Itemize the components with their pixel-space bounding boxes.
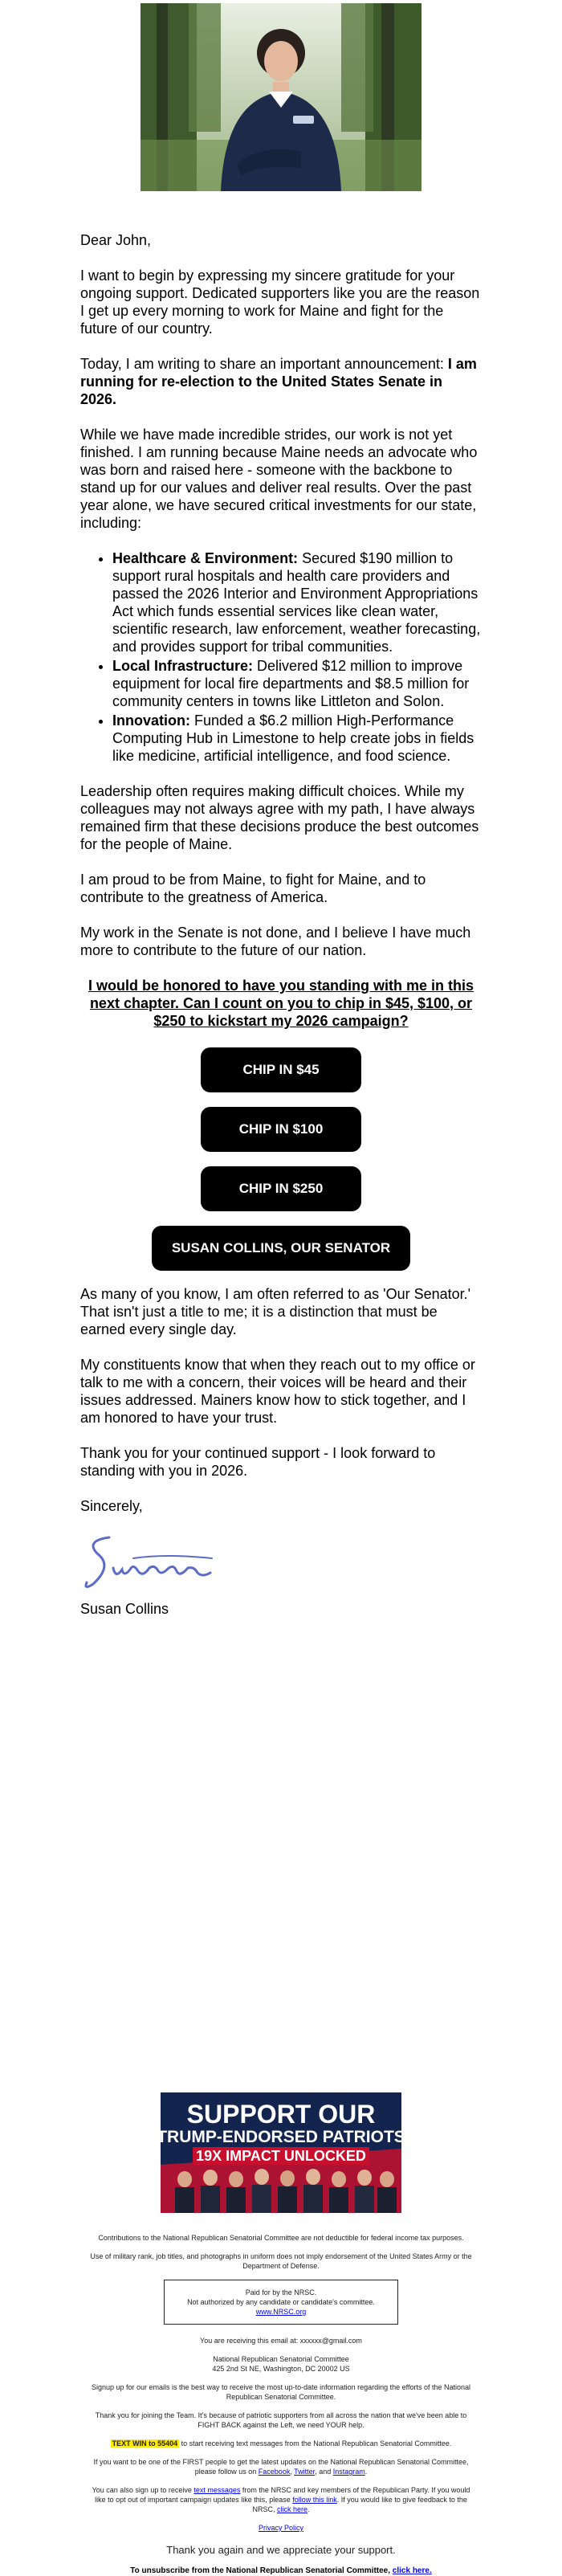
paragraph-leadership: Leadership often requires making difficult choices. While my colleagues may not always agree with my path, I have always remained firm that these decisions produce the best outcomes for the people of Maine.	[80, 783, 479, 852]
sms-lead: You can also sign up to receive	[92, 2486, 194, 2494]
promo-banner[interactable]	[161, 2092, 401, 2213]
text-messages-link[interactable]: text messages	[193, 2486, 241, 2494]
donation-ask-link[interactable]: I would be honored to have you standing with me in this next chapter. Can I count on you to chip in $45, $100, or $250 to kickstart my 2026 campaign?	[88, 978, 474, 1029]
sms-note	[88, 2485, 474, 2514]
unsubscribe-line	[88, 2566, 474, 2576]
instagram-link[interactable]: Instagram	[332, 2468, 365, 2476]
banner-line-1: SUPPORT OUR	[186, 2100, 376, 2129]
list-item	[112, 549, 482, 655]
bullet-title: Healthcare & Environment:	[112, 550, 299, 566]
list-item	[112, 657, 482, 710]
not-authorized-line: Not authorized by any candidate or candidate's committee.	[187, 2298, 375, 2306]
text-win-highlight: TEXT WIN to 55404	[112, 2439, 178, 2447]
paragraph-gratitude: I want to begin by expressing my sincere gratitude for your ongoing support. Dedicated supporters like you are the reason I get up every morning to work for Maine and fight for the future of our country.	[80, 267, 480, 337]
banner-line-3: 19X IMPACT UNLOCKED	[196, 2148, 366, 2164]
privacy-row	[88, 2523, 474, 2533]
thanks-team-note: Thank you for joining the Team. It's because of patriotic supporters from all across the nation that we've been able to FIGHT BACK against the Left, we need YOUR help.	[95, 2411, 467, 2429]
follow-comma: ,	[290, 2468, 295, 2476]
org-address: 425 2nd St NE, Washington, DC 20002 US	[212, 2365, 350, 2373]
text-win-rest: to start receiving text messages from the National Republican Senatorial Committee.	[179, 2439, 452, 2447]
receiving-email-line: You are receiving this email at: xxxxxx@gmail.com	[200, 2337, 362, 2345]
footer	[88, 2233, 474, 2576]
announcement-bold: I am running for re-election to the United States Senate in 2026.	[80, 356, 477, 407]
signature-image	[77, 1521, 238, 1595]
banner-line-2: TRUMP-ENDORSED PATRIOTS	[161, 2128, 401, 2146]
bullet-text: Delivered $12 million to improve equipment for local fire departments and $8.5 million for community centers in towns like Littleton and Solon.	[112, 658, 470, 709]
hero-photo	[140, 3, 422, 191]
nrsc-website-link[interactable]: www.NRSC.org	[255, 2308, 307, 2316]
twitter-link[interactable]: Twitter	[294, 2468, 316, 2476]
follow-lead: If you want to be one of the FIRST people to get the latest updates on the National Republican Senatorial Committee, please follow us on	[93, 2458, 469, 2476]
unsubscribe-link[interactable]: click here.	[392, 2566, 432, 2575]
military-disclaimer: Use of military rank, job titles, and photographs in uniform does not imply endorsement of the United States Army or the Department of Defense.	[90, 2252, 472, 2270]
signer-name: Susan Collins	[80, 1601, 169, 1617]
unsubscribe-lead: To unsubscribe from the National Republican Senatorial Committee,	[130, 2566, 393, 2575]
paid-for-box	[164, 2280, 398, 2325]
bullet-title: Local Infrastructure:	[112, 658, 254, 674]
announcement-lead: Today, I am writing to share an important announcement:	[80, 356, 448, 372]
investments-list	[80, 549, 482, 765]
sms-mid: from the NRSC and key members of the Republican Party. If you would like to opt out of important campaign updates like this, please	[95, 2486, 470, 2504]
bullet-text: Funded a $6.2 million High-Performance Computing Hub in Limestone to help create jobs in fields like medicine, artificial intelligence, and food science.	[112, 712, 474, 764]
paragraph-strides: While we have made incredible strides, our work is not yet finished. I am running because Maine needs an advocate who was born and raised here - someone with the backbone to stand up for our values and deliver real results. Over the past year alone, we have secured critical investments for our state, including:	[80, 427, 478, 531]
text-win-note	[88, 2439, 474, 2448]
chip-250-row	[80, 1166, 482, 1211]
closing: Sincerely,	[80, 1498, 143, 1514]
senators-group-icon	[175, 2169, 397, 2213]
paragraph-proud: I am proud to be from Maine, to fight for Maine, and to contribute to the greatness of America.	[80, 872, 426, 905]
paragraph-work: My work in the Senate is not done, and I believe I have much more to contribute to the future of our nation.	[80, 925, 471, 958]
feedback-link[interactable]: click here	[276, 2505, 307, 2513]
paragraph-our-senator: As many of you know, I am often referred to as 'Our Senator.' That isn't just a title to me; it is a distinction that must be earned every single day.	[80, 1286, 471, 1337]
thanks-final: Thank you again and we appreciate your support.	[166, 2544, 396, 2556]
opt-out-link[interactable]: follow this link	[292, 2496, 337, 2504]
letter	[80, 231, 482, 1635]
follow-end: .	[364, 2468, 368, 2476]
facebook-link[interactable]: Facebook	[258, 2468, 291, 2476]
our-senator-button[interactable]: SUSAN COLLINS, OUR SENATOR	[152, 1226, 410, 1271]
greeting: Dear John,	[80, 232, 152, 248]
paragraph-announcement	[80, 355, 482, 408]
sms-end: .	[307, 2505, 310, 2513]
org-name: National Republican Senatorial Committee	[213, 2355, 349, 2363]
list-item	[112, 712, 482, 765]
candidate-photo	[140, 3, 422, 191]
bullet-text: Secured $190 million to support rural hospitals and health care providers and passed the 2026 Interior and Environment Appropriations Act which funds essential services like clean water, scientific research, law enforcement, weather forecasting, and provides support for tribal communities.	[112, 550, 481, 655]
senator-row	[80, 1226, 482, 1271]
tax-disclaimer: Contributions to the National Republican Senatorial Committee are not deductible for federal income tax purposes.	[98, 2234, 464, 2242]
chip-45-row	[80, 1047, 482, 1092]
sms-mid-2: . If you would like to give feedback to the NRSC,	[252, 2496, 467, 2513]
chip-in-250-button[interactable]: CHIP IN $250	[201, 1166, 361, 1211]
paragraph-thanks: Thank you for your continued support - I look forward to standing with you in 2026.	[80, 1445, 436, 1479]
chip-100-row	[80, 1107, 482, 1152]
chip-in-45-button[interactable]: CHIP IN $45	[201, 1047, 361, 1092]
paid-for-line: Paid for by the NRSC.	[245, 2288, 317, 2296]
bullet-title: Innovation:	[112, 712, 190, 729]
follow-note	[88, 2457, 474, 2476]
signup-note: Signup up for our emails is the best way to receive the most up-to-date information regarding the efforts of the National Republican Senatorial Committee.	[91, 2383, 471, 2401]
privacy-policy-link[interactable]: Privacy Policy	[258, 2524, 303, 2532]
follow-and: , and	[315, 2468, 333, 2476]
org-address-block	[88, 2354, 474, 2374]
chip-in-100-button[interactable]: CHIP IN $100	[201, 1107, 361, 1152]
promo-banner-image[interactable]	[161, 2092, 401, 2213]
signature	[77, 1521, 482, 1595]
paragraph-constituents: My constituents know that when they reach out to my office or talk to me with a concern, their voices will be heard and their issues addressed. Mainers know how to stick together, and I am honored to have your trust.	[80, 1357, 475, 1426]
